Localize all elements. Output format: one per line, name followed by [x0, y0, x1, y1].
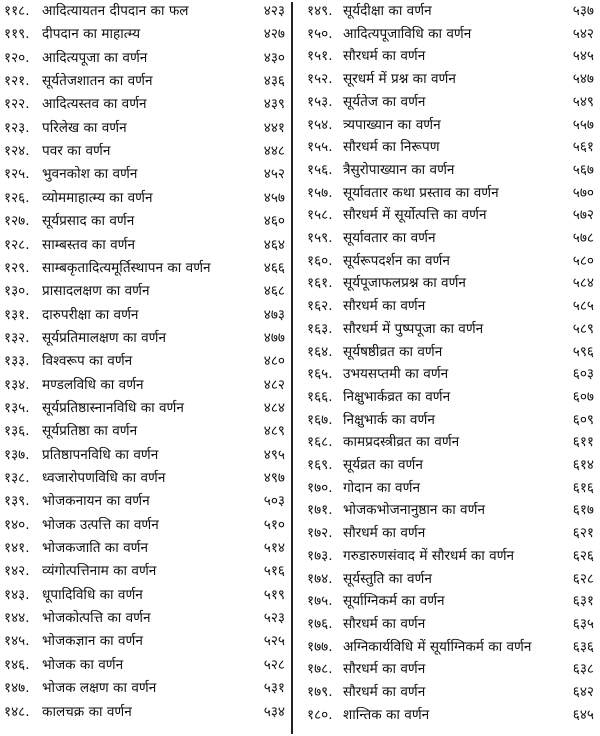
toc-entry	[0, 140, 297, 163]
toc-entry	[299, 431, 600, 454]
chapter-title: सूर्यषष्ठीव्रत का वर्णन	[343, 343, 443, 360]
page-number: ६३८	[572, 661, 594, 678]
toc-entry	[299, 499, 600, 522]
chapter-title: सूर्यदीक्षा का वर्णन	[343, 3, 432, 19]
toc-entry	[0, 630, 297, 653]
page-number: ६२१	[572, 525, 594, 542]
chapter-title: व्यंगोत्पत्तिनाम का वर्णन	[42, 563, 157, 580]
chapter-number: १२९.	[4, 259, 30, 276]
toc-entry	[299, 182, 600, 205]
chapter-title: सूर्यरूपदर्शन का वर्णन	[343, 252, 450, 269]
chapter-title: सौरधर्म का वर्णन	[343, 48, 426, 65]
page-number: ५३१	[263, 680, 285, 697]
page-number: ५९६	[572, 343, 594, 360]
chapter-number: १६८.	[307, 434, 333, 451]
toc-entry	[0, 654, 297, 677]
chapter-title: भोजक उत्पत्ति का वर्णन	[42, 516, 159, 533]
page-number: ४६८	[263, 283, 285, 300]
chapter-number: १६५.	[307, 366, 333, 383]
page-number: ६१४	[572, 457, 594, 473]
chapter-number: १३७.	[4, 446, 30, 463]
page-number: ५८५	[572, 298, 594, 315]
chapter-number: ११९.	[4, 26, 30, 43]
chapter-title: प्रासादलक्षण का वर्णन	[42, 283, 150, 300]
toc-entry	[0, 0, 297, 23]
chapter-number: १३४.	[4, 376, 30, 393]
chapter-number: १७४.	[307, 570, 333, 587]
chapter-number: १६७.	[307, 411, 333, 428]
page-number: ६०३	[572, 366, 594, 383]
chapter-number: १७७.	[307, 638, 333, 655]
page-number: ५७२	[572, 207, 594, 224]
page-number: ४६४	[263, 236, 285, 253]
toc-entry	[0, 444, 297, 467]
chapter-title: भोजकनायन का वर्णन	[42, 493, 150, 510]
chapter-title: सौरधर्म का वर्णन	[343, 298, 426, 315]
chapter-number: १६२.	[307, 298, 333, 315]
chapter-number: १५९.	[307, 230, 333, 246]
chapter-title: सूर्यप्रतिमालक्षण का वर्णन	[42, 329, 167, 346]
chapter-title: सूर्यस्तुति का वर्णन	[343, 570, 432, 587]
page-number: ६२८	[572, 570, 594, 587]
page-number: ६४५	[572, 706, 594, 723]
chapter-title: सूर्यव्रत का वर्णन	[343, 457, 423, 473]
chapter-number: १६१.	[307, 275, 333, 292]
toc-entry	[299, 341, 600, 364]
toc-right-column	[299, 0, 600, 736]
page-number: ५०३	[263, 493, 285, 510]
column-divider	[291, 2, 293, 734]
chapter-title: त्र्यपाख्यान का वर्णन	[343, 116, 441, 133]
page-number: ५६७	[572, 161, 594, 178]
toc-left-column	[0, 0, 297, 736]
chapter-title: भोजकोत्पत्ति का वर्णन	[42, 610, 151, 627]
page-number: ४५७	[263, 189, 285, 206]
chapter-number: १३२.	[4, 329, 30, 346]
chapter-number: १५२.	[307, 71, 333, 88]
toc-entry	[0, 117, 297, 140]
page-number: ४६६	[263, 259, 285, 276]
chapter-number: १५८.	[307, 207, 333, 224]
chapter-number: १३९.	[4, 493, 30, 510]
chapter-number: १७६.	[307, 615, 333, 632]
chapter-number: १७०.	[307, 479, 333, 496]
toc-entry	[299, 386, 600, 409]
toc-entry	[0, 560, 297, 583]
toc-entry	[0, 490, 297, 513]
chapter-title: शान्तिक का वर्णन	[343, 706, 430, 723]
toc-entry	[299, 636, 600, 659]
toc-entry	[299, 272, 600, 295]
toc-entry	[299, 409, 600, 432]
page-number: ४४८	[263, 143, 285, 160]
toc-entry	[299, 363, 600, 386]
chapter-title: साम्बस्तव का वर्णन	[42, 236, 136, 253]
chapter-title: मण्डलविधि का वर्णन	[42, 376, 144, 393]
toc-entry	[299, 454, 600, 477]
chapter-number: १४८.	[4, 703, 30, 720]
chapter-number: १४५.	[4, 633, 30, 650]
page-number: ५८४	[572, 275, 594, 292]
page-number: ४३६	[263, 73, 285, 90]
toc-entry	[299, 91, 600, 114]
page-number: ५४९	[572, 93, 594, 110]
page-number: ४४१	[263, 119, 285, 136]
chapter-number: १२६.	[4, 189, 30, 206]
chapter-number: १३८.	[4, 470, 30, 486]
page-number: ५१६	[263, 563, 285, 580]
toc-entry	[0, 257, 297, 280]
chapter-title: पवर का वर्णन	[42, 143, 111, 160]
chapter-title: भोजकज्ञान का वर्णन	[42, 633, 143, 650]
page-number: ६०७	[572, 388, 594, 405]
toc-entry	[299, 318, 600, 341]
chapter-number: १२८.	[4, 236, 30, 253]
toc-entry	[0, 304, 297, 327]
chapter-number: १४३.	[4, 586, 30, 603]
page-number: ५४२	[572, 25, 594, 42]
chapter-number: १७२.	[307, 525, 333, 542]
page-number: ६३५	[572, 615, 594, 632]
chapter-number: १७८.	[307, 661, 333, 678]
toc-entry	[0, 584, 297, 607]
toc-entry	[0, 701, 297, 724]
page-number: ५१४	[263, 540, 285, 557]
chapter-title: सौरधर्म का वर्णन	[343, 684, 426, 700]
chapter-number: १२०.	[4, 49, 30, 66]
chapter-number: १७५.	[307, 593, 333, 610]
toc-entry	[299, 0, 600, 23]
toc-entry	[299, 658, 600, 681]
toc-entry	[0, 374, 297, 397]
chapter-number: १५४.	[307, 116, 333, 133]
chapter-number: १६९.	[307, 457, 333, 473]
chapter-number: १३१.	[4, 306, 30, 323]
page-number: ५६१	[572, 139, 594, 156]
chapter-title: परिलेख का वर्णन	[42, 119, 127, 136]
chapter-title: सूर्याग्निकर्म का वर्णन	[343, 593, 445, 610]
chapter-number: १५१.	[307, 48, 333, 65]
toc-entry	[0, 537, 297, 560]
chapter-title: सूर्यतेज का वर्णन	[343, 93, 426, 110]
page-number: ५३४	[263, 703, 285, 720]
toc-entry	[0, 93, 297, 116]
chapter-number: १४६.	[4, 656, 30, 673]
chapter-number: १२१.	[4, 73, 30, 90]
page-number: ४२३	[263, 3, 285, 19]
page-number: ५३७	[572, 3, 594, 19]
page-number: ५१९	[263, 586, 285, 603]
page-number: ४३०	[263, 49, 285, 66]
page-number: ४६०	[263, 213, 285, 230]
toc-entry	[299, 613, 600, 636]
page-number: ५४७	[572, 71, 594, 88]
chapter-number: १७१.	[307, 502, 333, 519]
page-number: ५५७	[572, 116, 594, 133]
chapter-title: कालचक्र का वर्णन	[42, 703, 132, 720]
chapter-title: धूपादिविधि का वर्णन	[42, 586, 143, 603]
toc-entry	[299, 590, 600, 613]
chapter-title: विश्वरूप का वर्णन	[42, 353, 133, 370]
page-number: ६०९	[572, 411, 594, 428]
page-number: ४८४	[263, 399, 285, 416]
chapter-title: सूर्यप्रतिष्ठास्नानविधि का वर्णन	[42, 399, 184, 416]
toc-entry	[0, 210, 297, 233]
toc-entry	[0, 234, 297, 257]
chapter-title: निक्षुभार्क का वर्णन	[343, 411, 435, 428]
toc-entry	[299, 136, 600, 159]
chapter-title: आदित्यस्तव का वर्णन	[42, 96, 147, 113]
toc-entry	[299, 204, 600, 227]
chapter-number: १४४.	[4, 610, 30, 627]
toc-entry	[0, 467, 297, 490]
chapter-title: भोजक लक्षण का वर्णन	[42, 680, 157, 697]
chapter-number: १६४.	[307, 343, 333, 360]
chapter-number: १४७.	[4, 680, 30, 697]
chapter-title: भुवनकोश का वर्णन	[42, 166, 138, 183]
page-number: ४२७	[263, 26, 285, 43]
toc-entry	[299, 568, 600, 591]
chapter-title: सूरधर्म में प्रश्न का वर्णन	[343, 71, 456, 88]
page-number: ६३६	[572, 638, 594, 655]
page-number: ४९५	[263, 446, 285, 463]
chapter-title: गोदान का वर्णन	[343, 479, 420, 496]
page-number: ६३१	[572, 593, 594, 610]
chapter-number: १६०.	[307, 252, 333, 269]
chapter-title: साम्बकृतादित्यमूर्तिस्थापन का वर्णन	[42, 259, 211, 276]
toc-entry	[0, 420, 297, 443]
page-number: ५१०	[263, 516, 285, 533]
chapter-title: उभयसप्तमी का वर्णन	[343, 366, 449, 383]
toc-entry	[299, 45, 600, 68]
chapter-number: १५३.	[307, 93, 333, 110]
page-number: ४७७	[263, 329, 285, 346]
chapter-number: १२५.	[4, 166, 30, 183]
chapter-number: १६३.	[307, 320, 333, 337]
page-number: ५४५	[572, 48, 594, 65]
chapter-title: सौरधर्म का निरूपण	[343, 139, 440, 156]
chapter-title: ध्वजारोपणविधि का वर्णन	[42, 470, 166, 486]
chapter-number: १४०.	[4, 516, 30, 533]
toc-entry	[299, 477, 600, 500]
page-number: ५८०	[572, 252, 594, 269]
page-number: ६१७	[572, 502, 594, 519]
chapter-number: १४९.	[307, 3, 333, 19]
chapter-number: १२३.	[4, 119, 30, 136]
chapter-title: सूर्यावतार का वर्णन	[343, 230, 436, 246]
chapter-title: सौरधर्म में पुष्पपूजा का वर्णन	[343, 320, 484, 337]
chapter-title: कामप्रदस्त्रीव्रत का वर्णन	[343, 434, 460, 451]
chapter-title: भोजकभोजनानुष्ठान का वर्णन	[343, 502, 485, 519]
chapter-title: सूर्यतेजशातन का वर्णन	[42, 73, 153, 90]
chapter-title: भोजकजाति का वर्णन	[42, 540, 149, 557]
toc-entry	[0, 187, 297, 210]
toc-entry	[0, 607, 297, 630]
page-number: ४८९	[263, 423, 285, 440]
chapter-title: निक्षुभार्कव्रत का वर्णन	[343, 388, 451, 405]
page-number: ५८९	[572, 320, 594, 337]
chapter-number: १३०.	[4, 283, 30, 300]
chapter-title: दीपदान का माहात्म्य	[42, 26, 141, 43]
chapter-title: सूर्यप्रतिष्ठा का वर्णन	[42, 423, 138, 440]
chapter-title: भोजक का वर्णन	[42, 656, 124, 673]
chapter-title: आदित्यपूजाविधि का वर्णन	[343, 25, 472, 42]
toc-entry	[0, 397, 297, 420]
chapter-number: १५०.	[307, 25, 333, 42]
page-number: ४७३	[263, 306, 285, 323]
toc-entry	[299, 68, 600, 91]
chapter-number: १७३.	[307, 547, 333, 564]
chapter-title: आदित्यायतन दीपदान का फल	[42, 3, 189, 19]
toc-entry	[0, 163, 297, 186]
chapter-title: प्रतिष्ठापनविधि का वर्णन	[42, 446, 159, 463]
page-number: ५२३	[263, 610, 285, 627]
chapter-number: १५६.	[307, 161, 333, 178]
page-number: ६११	[572, 434, 594, 451]
toc-entry	[299, 681, 600, 704]
chapter-title: सूर्यपूजाफलप्रश्न का वर्णन	[343, 275, 466, 292]
page-number: ५२५	[263, 633, 285, 650]
toc-entry	[0, 23, 297, 46]
toc-entry	[0, 47, 297, 70]
chapter-number: १३५.	[4, 399, 30, 416]
chapter-title: सौरधर्म का वर्णन	[343, 615, 426, 632]
page-number: ५७०	[572, 184, 594, 201]
chapter-title: अग्निकार्यविधि में सूर्याग्निकर्म का वर्णन	[343, 638, 532, 655]
toc-entry	[299, 545, 600, 568]
toc-entry	[299, 704, 600, 727]
chapter-number: १२४.	[4, 143, 30, 160]
chapter-number: १७९.	[307, 684, 333, 700]
chapter-title: सौरधर्म में सूर्योत्पत्ति का वर्णन	[343, 207, 487, 224]
page-number: ६२६	[572, 547, 594, 564]
toc-entry	[299, 159, 600, 182]
toc-entry	[0, 677, 297, 700]
chapter-number: १८०.	[307, 706, 333, 723]
chapter-title: सूर्यप्रसाद का वर्णन	[42, 213, 135, 230]
chapter-title: आदित्यपूजा का वर्णन	[42, 49, 148, 66]
toc-entry	[0, 327, 297, 350]
page-number: ४९७	[263, 470, 285, 486]
chapter-number: १६६.	[307, 388, 333, 405]
chapter-number: १४१.	[4, 540, 30, 557]
toc-entry	[299, 114, 600, 137]
toc-entry	[0, 70, 297, 93]
page-number: ५७८	[572, 230, 594, 246]
chapter-number: ११८.	[4, 3, 30, 19]
page-number: ४५२	[263, 166, 285, 183]
page-number: ६४२	[572, 684, 594, 700]
page-number: ४३९	[263, 96, 285, 113]
page-number: ४८०	[263, 353, 285, 370]
chapter-title: दारुपरीक्षा का वर्णन	[42, 306, 139, 323]
chapter-number: १३३.	[4, 353, 30, 370]
chapter-title: त्रैसुरोपाख्यान का वर्णन	[343, 161, 455, 178]
page-number: ६१६	[572, 479, 594, 496]
chapter-title: सूर्यावतार कथा प्रस्ताव का वर्णन	[343, 184, 499, 201]
chapter-title: सौरधर्म का वर्णन	[343, 661, 426, 678]
toc-entry	[299, 250, 600, 273]
chapter-number: १५५.	[307, 139, 333, 156]
chapter-number: १२७.	[4, 213, 30, 230]
toc-entry	[299, 23, 600, 46]
chapter-number: १४२.	[4, 563, 30, 580]
chapter-title: गरुडारुणसंवाद में सौरधर्म का वर्णन	[343, 547, 515, 564]
toc-entry	[299, 522, 600, 545]
toc-entry	[299, 295, 600, 318]
toc-entry	[299, 227, 600, 250]
page-number: ५२८	[263, 656, 285, 673]
toc-entry	[0, 350, 297, 373]
toc-entry	[0, 280, 297, 303]
chapter-number: १३६.	[4, 423, 30, 440]
toc-entry	[0, 514, 297, 537]
chapter-title: व्योममाहात्म्य का वर्णन	[42, 189, 153, 206]
chapter-number: १२२.	[4, 96, 30, 113]
chapter-title: सौरधर्म का वर्णन	[343, 525, 426, 542]
chapter-number: १५७.	[307, 184, 333, 201]
page-number: ४८२	[263, 376, 285, 393]
